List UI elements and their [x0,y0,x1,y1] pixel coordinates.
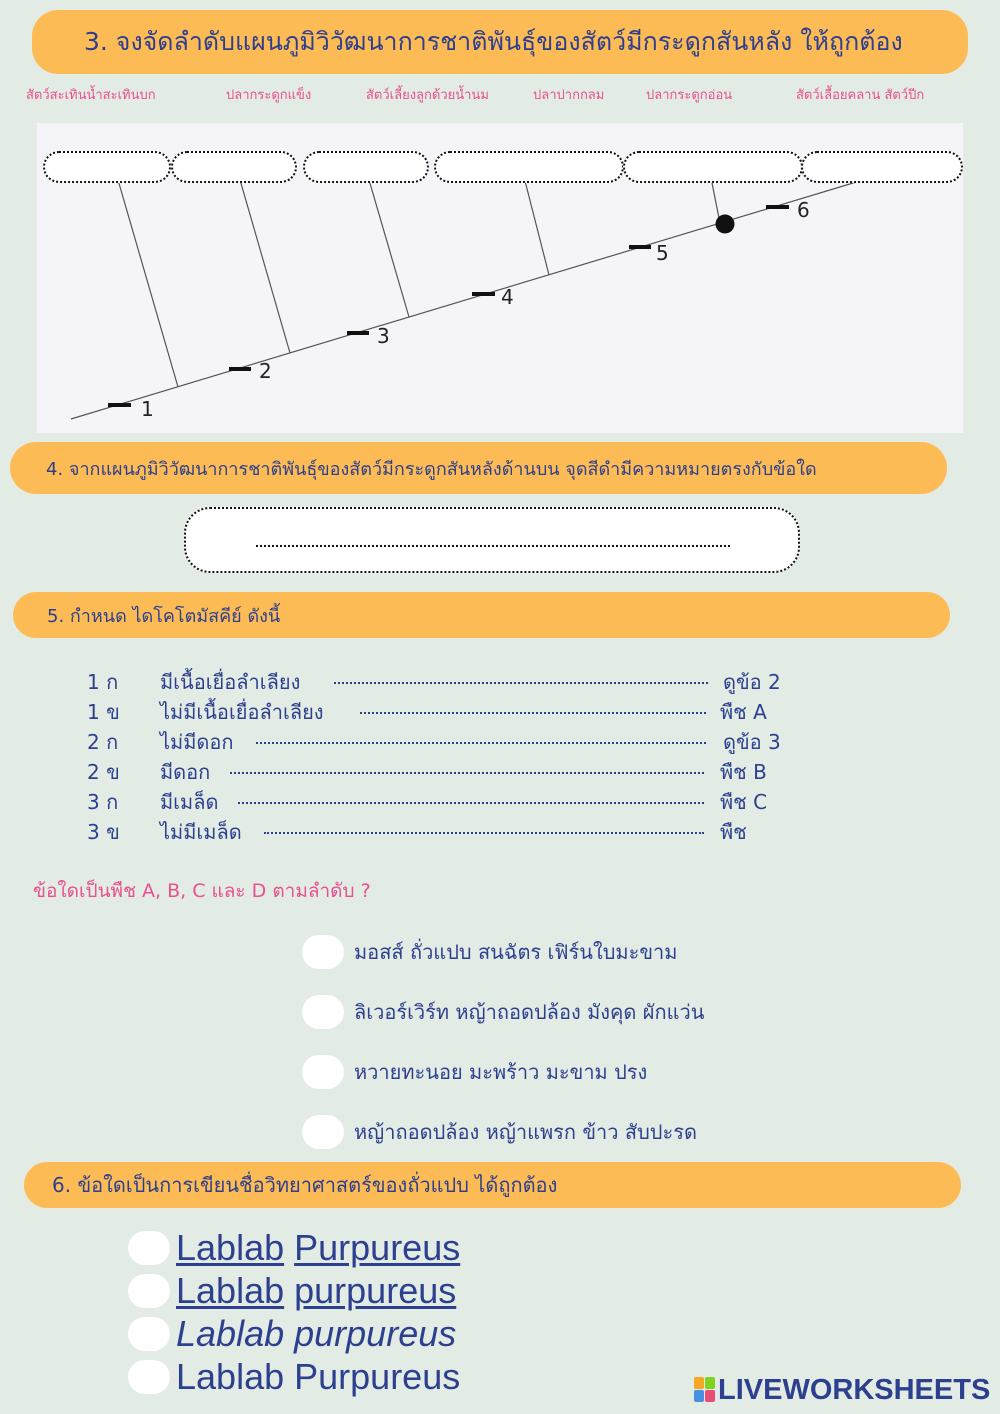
q6-option-2[interactable] [128,1269,456,1313]
tick-label-2: 2 [259,359,272,383]
radio-button[interactable] [128,1231,170,1265]
drop-slot-3[interactable] [303,151,429,183]
drop-slot-5[interactable] [623,151,803,183]
key-result: ดูข้อ 2 [723,670,781,694]
key-description: ไม่มีดอก [160,730,234,754]
choice-label-cartilaginous-fish[interactable]: ปลากระดูกอ่อน [646,88,733,103]
key-row [0,726,1000,756]
q6-option-3[interactable] [128,1312,456,1356]
key-leader-dots [230,772,704,774]
key-result: พืช [720,820,747,844]
option-label: Lablab purpureus [176,1313,457,1354]
key-number: 2 ก [87,730,119,754]
drop-slot-1[interactable] [43,151,171,183]
choice-label-mammal[interactable]: สัตว์เลี้ยงลูกด้วยน้ำนม [366,88,489,103]
option-label: มอสส์ ถั่วแปบ สนฉัตร เฟิร์นใบมะขาม [354,940,678,964]
key-leader-dots [256,742,706,744]
tick-label-4: 4 [501,285,514,309]
q5-option-1[interactable] [302,934,677,970]
liveworksheets-logo-icon [694,1377,716,1403]
cladogram-branch-3 [367,173,409,317]
key-description: ไม่มีเมล็ด [160,820,242,844]
key-row [0,666,1000,696]
q5-question: ข้อใดเป็นพืช A, B, C และ D ตามลำดับ ? [33,880,371,902]
tick-label-3: 3 [377,324,390,348]
key-leader-dots [360,712,706,714]
key-leader-dots [238,802,704,804]
key-number: 3 ข [87,820,120,844]
key-result: พืช A [720,700,767,724]
key-result: ดูข้อ 3 [723,730,781,754]
radio-button[interactable] [302,935,344,969]
choice-label-jawless-fish[interactable]: ปลาปากกลม [533,88,605,103]
q5-title: 5. กำหนด ไดโคโตมัสคีย์ ดังนี้ [13,592,950,638]
q5-option-4[interactable] [302,1114,697,1150]
cladogram-branch-2 [238,173,290,353]
drop-slot-2[interactable] [171,151,297,183]
key-result: พืช B [720,760,767,784]
key-description: มีเนื้อเยื่อลำเลียง [160,670,301,694]
liveworksheets-wordmark: LIVEWORKSHEETS [718,1373,991,1406]
choice-label-reptile-bird[interactable]: สัตว์เลื้อยคลาน สัตว์ปีก [796,88,925,103]
radio-button[interactable] [302,1055,344,1089]
choice-label-amphibian[interactable]: สัตว์สะเทินน้ำสะเทินบก [26,88,156,103]
key-leader-dots [264,832,704,834]
choice-label-bony-fish[interactable]: ปลากระดูกแข็ง [226,88,312,103]
q6-title: 6. ข้อใดเป็นการเขียนชื่อวิทยาศาสตร์ของถั่วแปบ ได้ถูกต้อง [24,1162,961,1208]
cladogram-branch-1 [116,173,178,387]
key-number: 2 ข [87,760,120,784]
key-row [0,816,1000,846]
key-number: 1 ก [87,670,119,694]
black-dot-marker [716,215,735,234]
key-number: 1 ข [87,700,120,724]
key-description: มีเมล็ด [160,790,219,814]
drop-slot-6[interactable] [801,151,963,183]
key-description: มีดอก [160,760,211,784]
q4-answer-field[interactable] [184,507,800,573]
q6-option-1[interactable] [128,1226,460,1270]
drop-slot-4[interactable] [434,151,624,183]
option-label: หญ้าถอดปล้อง หญ้าแพรก ข้าว สับปะรด [354,1120,697,1144]
tick-label-5: 5 [656,241,669,265]
option-label: Lablab Purpureus [176,1227,461,1268]
radio-button[interactable] [128,1317,170,1351]
key-row [0,756,1000,786]
q5-option-2[interactable] [302,994,704,1030]
radio-button[interactable] [128,1360,170,1394]
cladogram [37,123,963,433]
radio-button[interactable] [302,1115,344,1149]
option-label: Lablab purpureus [176,1270,457,1311]
liveworksheets-logo [694,1372,990,1408]
option-label: Lablab Purpureus [176,1356,461,1397]
q6-option-4[interactable] [128,1355,460,1399]
cladogram-branch-4 [523,173,549,275]
option-label: หวายทะนอย มะพร้าว มะขาม ปรง [354,1060,648,1084]
key-row [0,786,1000,816]
q4-answer-dotted-line [256,533,730,547]
q5-option-3[interactable] [302,1054,647,1090]
q3-title: 3. จงจัดลำดับแผนภูมิวิวัฒนาการชาติพันธุ์ของสัตว์มีกระดูกสันหลัง ให้ถูกต้อง [32,10,968,74]
tick-label-1: 1 [141,397,154,421]
key-leader-dots [334,682,708,684]
q4-title: 4. จากแผนภูมิวิวัฒนาการชาติพันธุ์ของสัตว์มีกระดูกสันหลังด้านบน จุดสีดำมีความหมายตรงกับข้อใด [10,442,947,494]
key-row [0,696,1000,726]
cladogram-main-axis [71,180,863,419]
radio-button[interactable] [302,995,344,1029]
key-description: ไม่มีเนื้อเยื่อลำเลียง [160,700,324,724]
key-number: 3 ก [87,790,119,814]
key-result: พืช C [720,790,768,814]
radio-button[interactable] [128,1274,170,1308]
tick-label-6: 6 [797,198,810,222]
option-label: ลิเวอร์เวิร์ท หญ้าถอดปล้อง มังคุด ผักแว่น [354,1000,705,1024]
